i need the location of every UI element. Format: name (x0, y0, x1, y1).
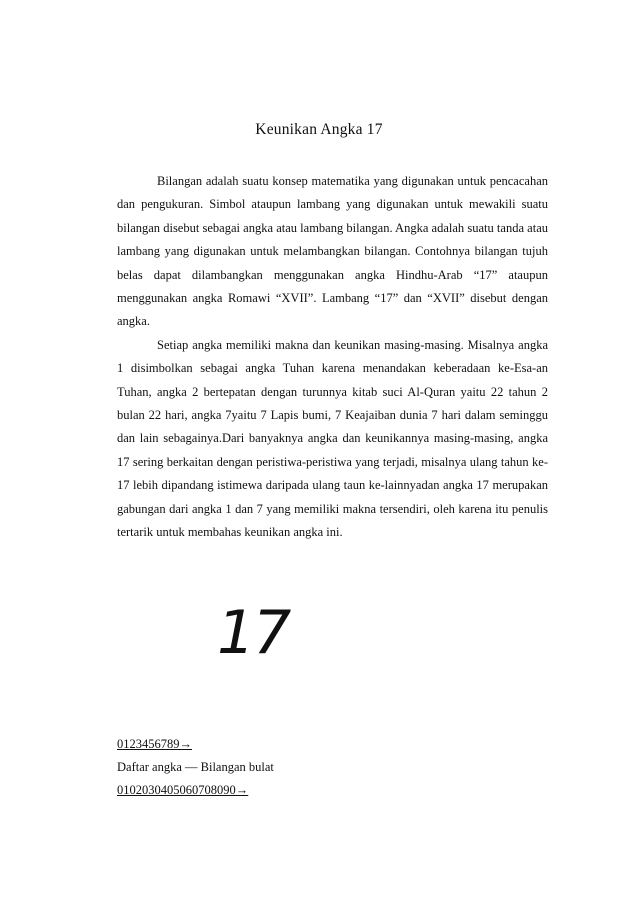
tens-link[interactable]: 0102030405060708090→ (117, 783, 249, 797)
big-number-17: 17 (217, 598, 290, 668)
body-text (117, 170, 548, 545)
list-caption: Daftar angka — Bilangan bulat (117, 760, 274, 774)
page-title: Keunikan Angka 17 (255, 121, 383, 138)
digits-link[interactable]: 0123456789→ (117, 737, 192, 751)
paragraph-2: Setiap angka memiliki makna dan keunikan masing-masing. Misalnya angka 1 disimbolkan sebagai angka Tuhan karena menandakan keberadaan ke-Esa-an Tuhan, angka 2 bertepatan dengan turunnya kitab suci Al-Quran yaitu 22 tahun 2 bulan 22 hari, angka 7yaitu 7 Lapis bumi, 7 Keajaiban dunia 7 hari dalam seminggu dan lain sebagainya.Dari banyaknya angka dan keunikannya masing-masing, angka 17 sering berkaitan dengan peristiwa-peristiwa yang terjadi, misalnya ulang tahun ke-17 lebih dipandang istimewa daripada ulang taun ke-lainnyadan angka 17 merupakan gabungan dari angka 1 dan 7 yang memiliki makna tersendiri, oleh karena itu penulis tertarik untuk membahas keunikan angka ini. (117, 337, 548, 540)
paragraph-1: Bilangan adalah suatu konsep matematika yang digunakan untuk pencacahan dan pengukuran. Simbol ataupun lambang yang digunakan untuk mewakili suatu bilangan disebut sebagai angka atau lambang bilangan. Angka adalah suatu tanda atau lambang yang digunakan untuk melambangkan bilangan. Contohnya bilangan tujuh belas dapat dilambangkan menggunakan angka Hindhu-Arab “17” ataupun menggunakan angka Romawi “XVII”. Lambang “17” dan “XVII” disebut dengan angka. (117, 174, 548, 329)
